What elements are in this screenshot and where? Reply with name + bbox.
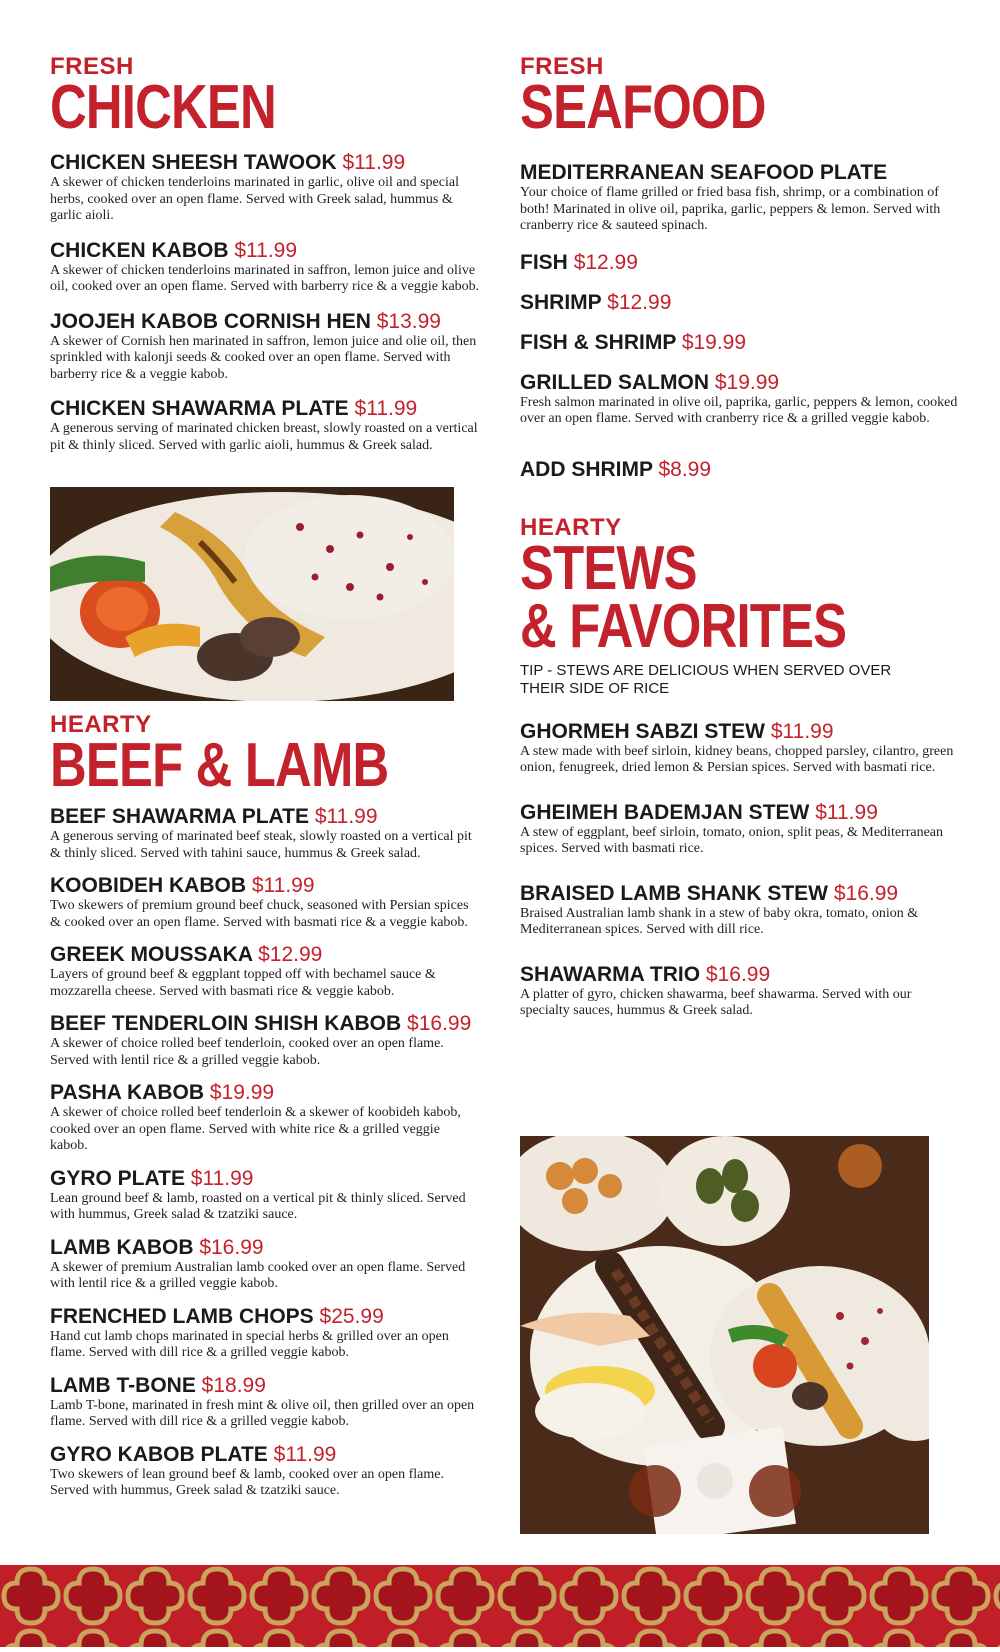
item-price: $11.99: [342, 151, 406, 174]
menu-item: [520, 882, 960, 939]
section-title: STEWS: [520, 533, 697, 603]
item-name: BRAISED LAMB SHANK STEW: [520, 881, 828, 905]
chicken-kabob-photo: [50, 487, 454, 701]
menu-item: [520, 963, 960, 1020]
item-name: GRILLED SALMON: [520, 370, 709, 394]
section-kicker: HEARTY: [50, 711, 152, 738]
item-description: A skewer of premium Australian lamb cooked over an open flame. Served with lentil rice & a grilled veggie kabob.: [50, 1259, 466, 1291]
item-price: $8.99: [658, 457, 712, 481]
item-description: A stew made with beef sirloin, kidney beans, chopped parsley, cilantro, green onion, fenugreek, dried lemon & Persian spices. Served with basmati rice.: [520, 743, 954, 775]
add-shrimp: [520, 458, 960, 482]
section-title: CHICKEN: [50, 73, 276, 142]
item-name: LAMB KABOB: [50, 1235, 194, 1259]
item-name: CHICKEN SHAWARMA PLATE: [50, 397, 349, 420]
item-name: FISH: [520, 250, 568, 274]
menu-item: [520, 720, 960, 777]
item-description: Braised Australian lamb shank in a stew of baby okra, tomato, onion & Mediterranean spices. Served with dill rice.: [520, 905, 919, 937]
menu-item: [520, 371, 960, 428]
item-name: MEDITERRANEAN SEAFOOD PLATE: [520, 161, 888, 184]
item-price: $11.99: [314, 805, 378, 828]
item-description: Two skewers of premium ground beef chuck, seasoned with Persian spices & cooked over an open flame. Served with basmati rice & a veggie kabob.: [50, 898, 469, 930]
item-name: JOOJEH KABOB CORNISH HEN: [50, 309, 371, 333]
seafood-section: [520, 55, 960, 1044]
menu-item: [50, 874, 480, 931]
item-description: Lean ground beef & lamb, roasted on a vertical pit & thinly sliced. Served with hummus, Greek salad & tzatziki sauce.: [50, 1190, 466, 1222]
menu-item: [50, 1081, 480, 1155]
menu-item: [520, 291, 960, 315]
item-price: $11.99: [234, 238, 298, 262]
menu-item: [50, 310, 480, 384]
menu-item: [520, 331, 960, 355]
section-title: SEAFOOD: [520, 73, 766, 142]
stews-section: [520, 513, 960, 1020]
item-price: $18.99: [201, 1373, 266, 1397]
item-description: A generous serving of marinated chicken breast, slowly roasted on a vertical pit & thinly sliced. Served with garlic aioli, hummus & Greek salad.: [50, 421, 478, 453]
item-price: $16.99: [199, 1235, 264, 1259]
menu-item: [50, 1305, 480, 1362]
item-price: $16.99: [407, 1012, 472, 1035]
item-name: BEEF SHAWARMA PLATE: [50, 805, 310, 828]
item-description: A skewer of choice rolled beef tenderloin, cooked over an open flame. Served with lentil rice & a grilled veggie kabob.: [50, 1036, 444, 1068]
chicken-items: [50, 151, 480, 454]
item-description: Two skewers of lean ground beef & lamb, cooked over an open flame. Served with hummus, Greek salad & tzatziki sauce.: [50, 1466, 444, 1498]
menu-item: [50, 397, 480, 454]
decorative-footer-band: [0, 1565, 1000, 1647]
item-price: $11.99: [770, 719, 834, 743]
item-name: FISH & SHRIMP: [520, 330, 676, 354]
section-kicker: HEARTY: [520, 513, 622, 541]
item-price: $12.99: [258, 943, 323, 966]
seafood-options: [520, 251, 960, 355]
item-description: Layers of ground beef & eggplant topped off with bechamel sauce & mozzarella cheese. Served with basmati rice & veggie kabob.: [50, 967, 436, 999]
item-name: PASHA KABOB: [50, 1081, 205, 1104]
menu-item: [50, 943, 480, 1000]
menu-item: [50, 805, 480, 862]
item-price: $12.99: [607, 290, 672, 314]
item-price: $16.99: [705, 962, 771, 986]
feast-platter-photo: [520, 1136, 929, 1534]
item-price: $12.99: [573, 250, 638, 274]
section-kicker: FRESH: [50, 53, 134, 80]
menu-item: [50, 1236, 480, 1293]
menu-item: [50, 1167, 480, 1224]
menu-item: [50, 1443, 480, 1500]
menu-item: [520, 251, 960, 275]
item-name: GHEIMEH BADEMJAN STEW: [520, 800, 810, 824]
menu-item: [50, 1012, 480, 1069]
item-price: $16.99: [833, 881, 899, 905]
item-price: $13.99: [376, 309, 441, 333]
item-name: BEEF TENDERLOIN SHISH KABOB: [50, 1012, 402, 1035]
item-description: Your choice of flame grilled or fried basa fish, shrimp, or a combination of both! Marinated in olive oil, paprika, garlic, peppers & lemon. Served with cranberry rice & sauteed spinach.: [520, 185, 941, 233]
section-title-line2: & FAVORITES: [520, 591, 847, 661]
item-name: GYRO KABOB PLATE: [50, 1442, 268, 1466]
chicken-section: [50, 55, 480, 454]
item-price: $11.99: [190, 1166, 254, 1190]
item-description: A skewer of Cornish hen marinated in saffron, lemon juice and olie oil, then sprinkled with kalonji seeds & cooked over an open flame. Served with barberry rice & a veggie kabob.: [50, 333, 477, 382]
item-name: CHICKEN KABOB: [50, 238, 229, 262]
item-description: A skewer of chicken tenderloins marinated in saffron, lemon juice and olive oil, cooked over an open flame. Served with barberry rice & a veggie kabob.: [50, 262, 480, 294]
item-name: SHRIMP: [520, 290, 602, 314]
section-title: BEEF & LAMB: [50, 731, 389, 800]
item-description: Lamb T-bone, marinated in fresh mint & olive oil, then grilled over an open flame. Served with dill rice & a grilled veggie kabob.: [50, 1397, 475, 1429]
item-description: A skewer of choice rolled beef tenderloin & a skewer of koobideh kabob, cooked over an open flame. Served with white rice & a grilled veggie kabob.: [50, 1105, 461, 1153]
section-kicker: FRESH: [520, 53, 604, 80]
item-description: Fresh salmon marinated in olive oil, paprika, garlic, peppers & lemon, cooked over an open flame. Served with cranberry rice & a grilled veggie kabob.: [520, 394, 958, 426]
item-price: $19.99: [209, 1081, 275, 1104]
item-description: A stew of eggplant, beef sirloin, tomato, onion, split peas, & Mediterranean spices. Served with basmati rice.: [520, 824, 944, 856]
item-name: LAMB T-BONE: [50, 1373, 196, 1397]
item-name: GREEK MOUSSAKA: [50, 943, 253, 966]
item-name: FRENCHED LAMB CHOPS: [50, 1304, 314, 1328]
item-name: GHORMEH SABZI STEW: [520, 719, 765, 743]
item-price: $11.99: [815, 800, 878, 824]
item-price: $11.99: [251, 874, 315, 897]
item-name: GYRO PLATE: [50, 1166, 185, 1190]
menu-item: [50, 1374, 480, 1431]
item-name: ADD SHRIMP: [520, 457, 653, 481]
menu-item: [520, 161, 960, 235]
item-description: Hand cut lamb chops marinated in special herbs & grilled over an open flame. Served with dill rice & a grilled veggie kabob.: [50, 1328, 449, 1360]
item-price: $11.99: [354, 397, 418, 420]
item-description: A platter of gyro, chicken shawarma, beef shawarma. Served with our specialty sauces, hummus & Greek salad.: [520, 986, 912, 1018]
item-price: $19.99: [681, 330, 747, 354]
menu-item: [50, 239, 480, 296]
item-name: SHAWARMA TRIO: [520, 962, 701, 986]
item-name: CHICKEN SHEESH TAWOOK: [50, 151, 337, 174]
beef-section: [50, 713, 480, 1512]
stew-items: [520, 720, 960, 1020]
beef-items: [50, 805, 480, 1500]
menu-item: [520, 801, 960, 858]
item-description: A skewer of chicken tenderloins marinated in garlic, olive oil and special herbs, cooked over an open flame. Served with Greek salad, hummus & garlic aioli.: [50, 175, 459, 223]
stew-tip: TIP - STEWS ARE DELICIOUS WHEN SERVED OVER THEIR SIDE OF RICE: [520, 661, 892, 697]
menu-item: [50, 151, 480, 225]
item-price: $25.99: [319, 1304, 384, 1328]
item-description: A generous serving of marinated beef steak, slowly roasted on a vertical pit & thinly sliced. Served with tahini sauce, hummus & Greek salad.: [50, 829, 472, 861]
item-price: $11.99: [273, 1442, 337, 1466]
item-name: KOOBIDEH KABOB: [50, 874, 247, 897]
item-price: $19.99: [714, 370, 780, 394]
left-column: [50, 55, 480, 468]
